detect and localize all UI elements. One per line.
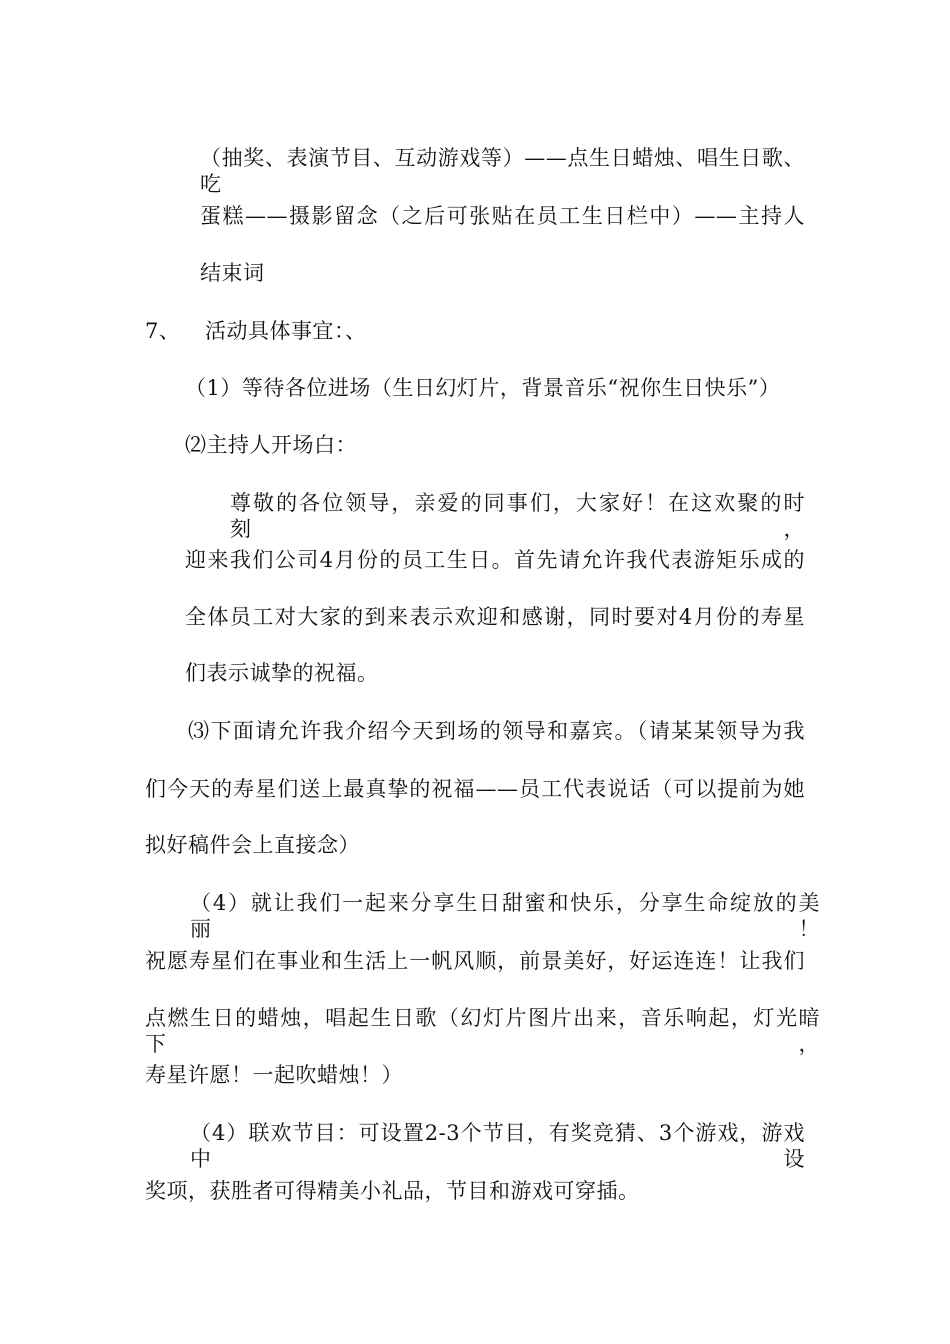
text-line: 祝愿寿星们在事业和生活上一帆风顺，前景美好，好运连连！让我们 xyxy=(145,949,805,973)
text-line: 们表示诚挚的祝福。 xyxy=(185,661,379,685)
text-line: 点燃生日的蜡烛，唱起生日歌（幻灯片图片出来，音乐响起，灯光暗下， xyxy=(145,1006,820,1056)
text-line: ⑵主持人开场白： xyxy=(185,433,357,457)
text-line: 尊敬的各位领导，亲爱的同事们，大家好！在这欢聚的时刻， xyxy=(230,491,805,541)
list-number: 7、 xyxy=(145,319,181,343)
text-line: 结束词 xyxy=(200,261,265,285)
text-line: （4）就让我们一起来分享生日甜蜜和快乐，分享生命绽放的美丽！ xyxy=(190,891,820,941)
text-line: 们今天的寿星们送上最真挚的祝福——员工代表说话（可以提前为她 xyxy=(145,777,805,801)
text-line: 奖项，获胜者可得精美小礼品，节目和游戏可穿插。 xyxy=(145,1179,640,1203)
text-line: 蛋糕——摄影留念（之后可张贴在员工生日栏中）——主持人 xyxy=(200,204,805,228)
text-line: （抽奖、表演节目、互动游戏等）——点生日蜡烛、唱生日歌、吃 xyxy=(200,146,805,196)
text-line: ⑶下面请允许我介绍今天到场的领导和嘉宾。（请某某领导为我 xyxy=(188,719,805,743)
text-line: 寿星许愿！一起吹蜡烛！） xyxy=(145,1063,403,1087)
section-heading: 活动具体事宜：、 xyxy=(205,319,367,343)
text-line: 拟好稿件会上直接念） xyxy=(145,833,360,857)
text-line: 全体员工对大家的到来表示欢迎和感谢，同时要对4月份的寿星 xyxy=(185,605,805,629)
text-line: （1）等待各位进场（生日幻灯片，背景音乐“祝你生日快乐”） xyxy=(185,376,781,400)
text-line: （4）联欢节目：可设置2-3个节目，有奖竞猜、3个游戏，游戏中设 xyxy=(190,1121,805,1171)
text-line: 迎来我们公司4月份的员工生日。首先请允许我代表游矩乐成的 xyxy=(185,548,805,572)
